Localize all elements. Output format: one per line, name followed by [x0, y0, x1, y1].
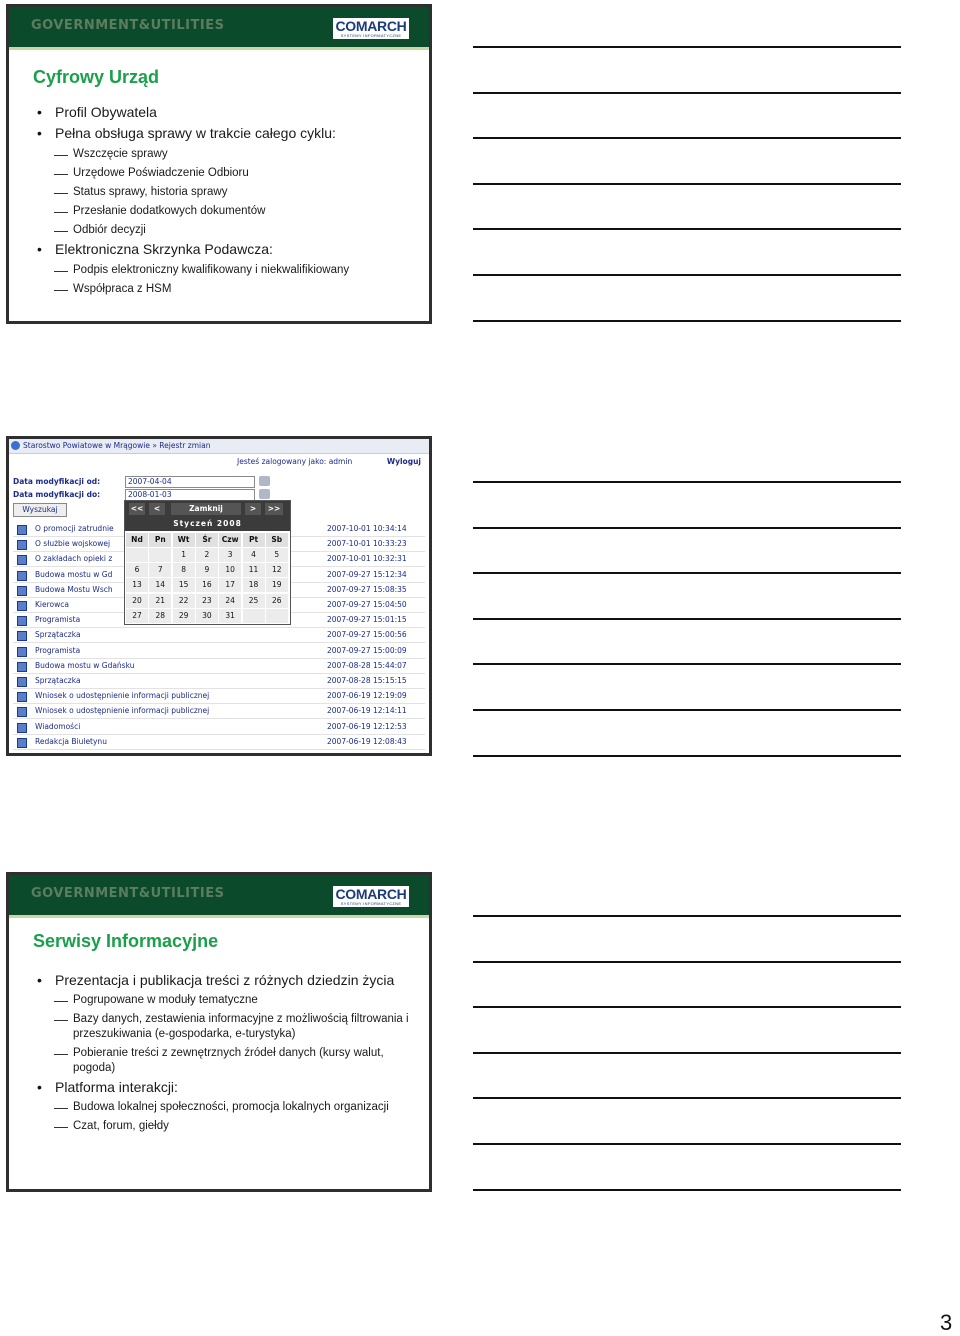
calendar-day[interactable]: 31 [219, 609, 241, 623]
calendar-popup [124, 500, 291, 625]
header-divider [9, 915, 429, 918]
logout-link[interactable]: Wyloguj [386, 457, 421, 466]
comarch-logo: COMARCH SYSTEMY INFORMATYCZNE [333, 18, 409, 39]
notes-line [473, 618, 901, 620]
table-row[interactable] [9, 674, 429, 689]
calendar-day[interactable]: 16 [196, 578, 218, 592]
document-icon [17, 555, 27, 565]
calendar-day[interactable]: 5 [266, 548, 288, 562]
sub-bullet-item: Przesłanie dodatkowych dokumentów [33, 204, 419, 219]
calendar-day[interactable]: 1 [173, 548, 195, 562]
notes-line [473, 709, 901, 711]
document-icon [17, 571, 27, 581]
row-date: 2007-08-28 15:44:07 [327, 660, 407, 670]
calendar-day[interactable]: 17 [219, 578, 241, 592]
row-divider [13, 749, 425, 750]
row-title[interactable]: Sprzątaczka [35, 676, 81, 685]
calendar-day[interactable]: 10 [219, 563, 241, 577]
sub-bullet-item: Bazy danych, zestawienia informacyjne z możliwością filtrowania i przeszukiwania (e-gospodarka, e-turystyka) [33, 1012, 419, 1042]
notes-line [473, 915, 901, 917]
document-icon [17, 586, 27, 596]
calendar-day[interactable]: 12 [266, 563, 288, 577]
notes-line [473, 320, 901, 322]
document-icon [17, 525, 27, 535]
calendar-day[interactable]: 19 [266, 578, 288, 592]
row-date: 2007-09-27 15:04:50 [327, 600, 407, 609]
notes-line [473, 46, 901, 48]
calendar-day[interactable]: 7 [149, 563, 171, 577]
document-icon [17, 601, 27, 611]
calendar-day[interactable]: 15 [173, 578, 195, 592]
calendar-day[interactable]: 14 [149, 578, 171, 592]
page-number: 3 [940, 1310, 953, 1335]
row-title[interactable]: O promocji zatrudnie [35, 524, 114, 533]
row-title[interactable]: Budowa mostu w Gd [35, 569, 113, 579]
row-date: 2007-09-27 15:08:35 [327, 584, 407, 594]
calendar-day[interactable]: 29 [173, 609, 195, 623]
bullet-item: • Prezentacja i publikacja treści z różnych dziedzin życia [33, 973, 419, 988]
calendar-icon[interactable] [259, 489, 270, 499]
calendar-day[interactable]: 28 [149, 609, 171, 623]
bullet-item: • Platforma interakcji: [33, 1080, 419, 1095]
calendar-day[interactable]: 13 [126, 578, 148, 592]
notes-line [473, 1097, 901, 1099]
sub-bullet-item: Pogrupowane w moduły tematyczne [33, 993, 419, 1008]
table-row[interactable] [9, 735, 429, 750]
calendar-day[interactable]: 20 [126, 594, 148, 608]
prev-month-button[interactable]: < [149, 503, 165, 515]
breadcrumb-text: Starostwo Powiatowe w Mrągowie » Rejestr zmian [23, 441, 211, 450]
row-title[interactable]: Programista [35, 615, 81, 625]
calendar-icon[interactable] [259, 476, 270, 486]
sub-bullet-item: Status sprawy, historia sprawy [33, 185, 419, 200]
notes-line [473, 1189, 901, 1191]
calendar-day[interactable]: 9 [196, 563, 218, 577]
date-to-input[interactable]: 2008-01-03 [125, 489, 255, 501]
sub-bullet-item: Wszczęcie sprawy [33, 147, 419, 162]
comarch-logo: COMARCH SYSTEMY INFORMATYCZNE [333, 886, 409, 907]
slide-serwisy-informacyjne [6, 872, 432, 1192]
weekday-header: Śr [196, 533, 218, 547]
row-title[interactable]: Kierowca [35, 600, 69, 609]
calendar-month: Styczeń 2008 [125, 517, 290, 531]
document-icon [17, 540, 27, 550]
calendar-day[interactable]: 8 [173, 563, 195, 577]
row-date: 2007-10-01 10:32:31 [327, 554, 407, 564]
notes-line [473, 274, 901, 276]
calendar-day [243, 609, 265, 623]
calendar-day[interactable]: 2 [196, 548, 218, 562]
slide-header [9, 7, 429, 47]
date-from-label: Data modyfikacji od: [13, 477, 101, 486]
weekday-header: Pn [149, 533, 171, 547]
calendar-day [126, 548, 148, 562]
breadcrumb [9, 439, 429, 454]
table-row[interactable] [9, 628, 429, 643]
document-icon [17, 662, 27, 672]
header-divider [9, 47, 429, 50]
date-from-input[interactable]: 2007-04-04 [125, 476, 255, 488]
calendar-day[interactable]: 3 [219, 548, 241, 562]
table-row[interactable] [9, 644, 429, 659]
row-title[interactable]: Redakcja Biuletynu [35, 736, 107, 746]
calendar-day[interactable]: 18 [243, 578, 265, 592]
sub-bullet-item: Urzędowe Poświadczenie Odbioru [33, 166, 419, 181]
globe-icon [11, 441, 20, 450]
bullet-list [33, 973, 419, 1138]
calendar-day[interactable]: 22 [173, 594, 195, 608]
table-row[interactable] [9, 720, 429, 735]
row-title[interactable]: Budowa mostu w Gdańsku [35, 660, 135, 670]
document-icon [17, 738, 27, 748]
next-year-button[interactable]: >> [265, 503, 283, 515]
weekday-header: Wt [173, 533, 195, 547]
sub-bullet-item: Współpraca z HSM [33, 282, 419, 297]
row-date: 2007-10-01 10:34:14 [327, 524, 407, 533]
notes-line [473, 137, 901, 139]
row-title[interactable]: O służbie wojskowej [35, 539, 111, 549]
row-title[interactable]: O zakładach opieki z [35, 554, 113, 564]
table-row[interactable] [9, 689, 429, 704]
government-utilities-logo: GOVERNMENT&UTILITIES [31, 18, 225, 33]
login-bar [9, 457, 429, 469]
calendar-nav [125, 501, 290, 517]
calendar-day[interactable]: 21 [149, 594, 171, 608]
document-icon [17, 692, 27, 702]
calendar-day[interactable]: 6 [126, 563, 148, 577]
calendar-day[interactable]: 30 [196, 609, 218, 623]
document-icon [17, 631, 27, 641]
row-title[interactable]: Wniosek o udostępnienie informacji publicznej [35, 691, 210, 701]
document-icon [17, 616, 27, 626]
row-date: 2007-06-19 12:12:53 [327, 721, 407, 731]
row-date: 2007-06-19 12:14:11 [327, 706, 407, 716]
row-date: 2007-06-19 12:19:09 [327, 691, 407, 701]
sub-bullet-item: Budowa lokalnej społeczności, promocja lokalnych organizacji [33, 1100, 419, 1115]
sub-bullet-item: Podpis elektroniczny kwalifikowany i niekwalifikiowany [33, 263, 419, 278]
notes-line [473, 1006, 901, 1008]
calendar-day[interactable]: 4 [243, 548, 265, 562]
document-icon [17, 707, 27, 717]
row-title[interactable]: Budowa Mostu Wsch [35, 584, 113, 594]
search-button[interactable]: Wyszukaj [13, 503, 67, 517]
prev-year-button[interactable]: << [130, 504, 144, 513]
bullet-item: • Profil Obywatela [33, 105, 419, 120]
next-month-button[interactable]: > [245, 503, 261, 515]
date-to-label: Data modyfikacji do: [13, 490, 101, 499]
notes-line [473, 1143, 901, 1145]
calendar-day[interactable]: 25 [243, 594, 265, 608]
weekday-header: Nd [126, 533, 148, 547]
row-title[interactable]: Sprzątaczka [35, 630, 81, 640]
calendar-day [266, 609, 288, 623]
table-row[interactable] [9, 704, 429, 719]
document-icon [17, 723, 27, 733]
notes-line [473, 572, 901, 574]
row-date: 2007-09-27 15:12:34 [327, 569, 407, 579]
notes-line [473, 663, 901, 665]
row-date: 2007-09-27 15:01:15 [327, 615, 407, 625]
bullet-item: • Elektroniczna Skrzynka Podawcza: [33, 242, 419, 257]
slide-title: Cyfrowy Urząd [33, 67, 160, 87]
bullet-list [33, 105, 419, 301]
bullet-item: • Pełna obsługa sprawy w trakcie całego cyklu: [33, 126, 419, 141]
login-status: Jesteś zalogowany jako: admin [237, 457, 353, 466]
notes-line [473, 1052, 901, 1054]
calendar-day[interactable]: 24 [219, 594, 241, 608]
row-title[interactable]: Wniosek o udostępnienie informacji publicznej [35, 706, 210, 716]
calendar-day[interactable]: 26 [266, 594, 288, 608]
document-icon [17, 677, 27, 687]
notes-line [473, 527, 901, 529]
row-date: 2007-08-28 15:15:15 [327, 676, 407, 685]
row-date: 2007-10-01 10:33:23 [327, 539, 407, 549]
slide-header [9, 875, 429, 915]
table-row[interactable] [9, 659, 429, 674]
row-date: 2007-06-19 12:08:43 [327, 736, 407, 746]
weekday-header: Sb [266, 533, 288, 547]
notes-line [473, 92, 901, 94]
notes-line [473, 755, 901, 757]
calendar-day [149, 548, 171, 562]
document-icon [17, 647, 27, 657]
weekday-header: Czw [219, 533, 241, 547]
government-utilities-logo: GOVERNMENT&UTILITIES [31, 886, 225, 901]
rejestr-zmian-screenshot [6, 436, 432, 756]
notes-line [473, 183, 901, 185]
calendar-day[interactable]: 23 [196, 594, 218, 608]
row-title[interactable]: Programista [35, 645, 81, 655]
calendar-day[interactable]: 11 [243, 563, 265, 577]
notes-line [473, 481, 901, 483]
close-calendar-button[interactable]: Zamknij [171, 503, 241, 515]
notes-line [473, 228, 901, 230]
slide-title: Serwisy Informacyjne [33, 931, 219, 951]
notes-line [473, 961, 901, 963]
sub-bullet-item: Czat, forum, giełdy [33, 1119, 419, 1134]
sub-bullet-item: Pobieranie treści z zewnętrznych źródeł danych (kursy walut, pogoda) [33, 1046, 419, 1076]
sub-bullet-item: Odbiór decyzji [33, 223, 419, 238]
weekday-header: Pt [243, 533, 265, 547]
row-title[interactable]: Wiadomości [35, 721, 81, 731]
slide-cyfrowy-urzad [6, 4, 432, 324]
row-date: 2007-09-27 15:00:09 [327, 645, 407, 655]
row-date: 2007-09-27 15:00:56 [327, 630, 407, 640]
calendar-day[interactable]: 27 [126, 609, 148, 623]
